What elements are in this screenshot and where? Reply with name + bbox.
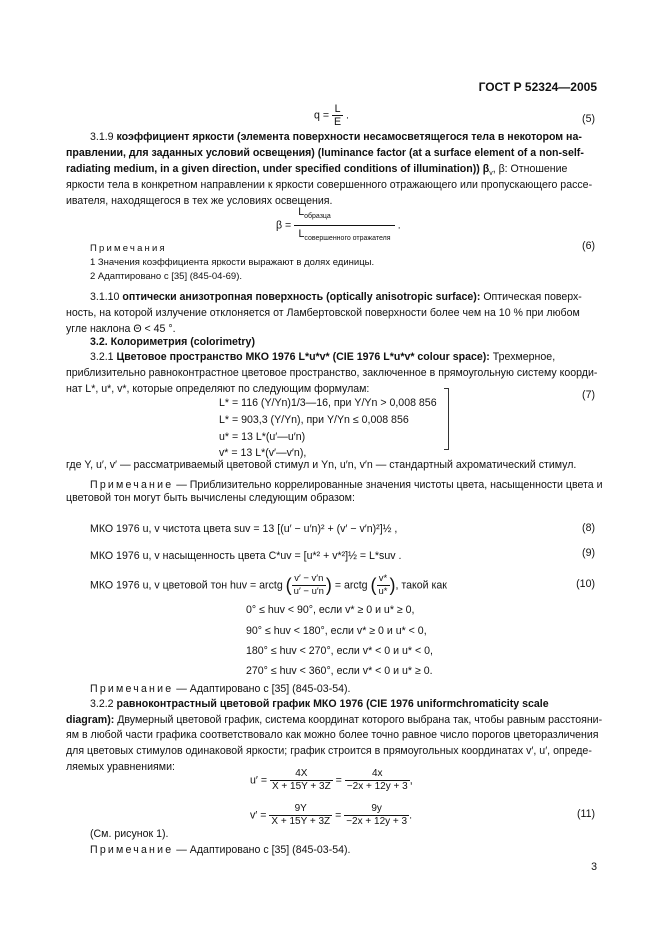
equation-number-7: (7) <box>582 389 595 401</box>
equation-number-11: (11) <box>576 808 595 820</box>
section-3-2-1-line2: приблизительно равноконтрастное цветовое пространство, заключенное в прямоугольную систему коорди- <box>66 367 598 379</box>
section-3-2-1-line3: нат L*, u*, v*, которые определяют по следующим формулам: <box>66 383 370 395</box>
section-3-2-title: 3.2. Колориметрия (colorimetry) <box>90 336 255 348</box>
document-id: ГОСТ Р 52324—2005 <box>478 80 597 94</box>
section-3-1-9-line4: яркости тела в конкретном направлении к яркости совершенного отражающего или пропускающего рассе- <box>66 179 593 191</box>
eq11-v: v′ = $\frac{9Y}{X + 15Y + 3Z}$ = $\frac{9y}{-2x + 12y + 3}$ . <box>250 803 413 827</box>
section-3-1-9-line2: правлении, для заданных условий освещения) (luminance factor (at a surface element of a non-self- <box>66 147 584 159</box>
page-number: 3 <box>591 861 597 873</box>
eq7-row2: L* = 903,3 (Y/Yn), при Y/Yn ≤ 0,008 856 <box>219 414 409 426</box>
equation-number-10: (10) <box>576 578 595 590</box>
section-3-2-2-line5: ляемых уравнениями: <box>66 761 175 773</box>
note-3: Примечание — Адаптировано с [35] (845-03-54). <box>90 683 351 695</box>
eq5-lhs: q = <box>314 109 330 122</box>
eq7-row4: v* = 13 L*(v′—v′n), <box>219 447 307 459</box>
note-1: 1 Значения коэффициента яркости выражают в долях единицы. <box>90 257 375 268</box>
section-3-1-10-line1: 3.1.10 оптически анизотропная поверхность (optically anisotropic surface): Оптическая поверх- <box>90 291 582 303</box>
section-3-2-2-line4: для цветовых стимулов одинаковой яркости; график строится в прямоугольных координатах v′, u′, опреде- <box>66 745 592 757</box>
section-3-2-2-line2: diagram): Двумерный цветовой график, система координат которого выбрана так, чтобы равным расстояни- <box>66 714 603 726</box>
equation-6: β = $\frac{L_{образца}}{L_{совершенного отражателя}}$ . <box>276 206 401 245</box>
section-3-1-9-line5: ивателя, находящегося в тех же условиях освещения. <box>66 195 333 207</box>
equation-9: МКО 1976 u, v насыщенность цвета C*uv = [u*² + v*²]½ = L*suv . <box>90 550 402 562</box>
eq10-case2: 90° ≤ huv < 180°, если v* ≥ 0 и u* < 0, <box>246 625 427 637</box>
eq10-case1: 0° ≤ huv < 90°, если v* ≥ 0 и u* ≥ 0, <box>246 604 415 616</box>
section-3-2-1-line1: 3.2.1 Цветовое пространство МКО 1976 L*u*v* (CIE 1976 L*u*v* colour space): Трехмерное, <box>90 351 556 363</box>
note-2-line1: Примечание — Приблизительно коррелированные значения чистоты цвета, насыщенности цвета и <box>90 479 603 491</box>
section-3-1-9-line1: 3.1.9 коэффициент яркости (элемента поверхности несамосветящегося тела в некотором на- <box>90 131 582 143</box>
equation-number-8: (8) <box>582 522 595 534</box>
note-4: Примечание — Адаптировано с [35] (845-03-54). <box>90 844 351 856</box>
equation-5: q = $\frac{L}{E}$ . <box>314 103 349 128</box>
eq10-case4: 270° ≤ huv < 360°, если v* < 0 и u* ≥ 0. <box>246 665 433 677</box>
note-2-line2: цветовой тон могут быть вычислены следующим образом: <box>66 492 355 504</box>
eq10-case3: 180° ≤ huv < 270°, если v* < 0 и u* < 0, <box>246 645 433 657</box>
section-3-1-10-line2: ность, на которой излучение отклоняется от Ламбертовской поверхности более чем на 10 % при любом <box>66 307 580 319</box>
equation-number-6: (6) <box>582 240 595 252</box>
section-3-1-10-line3: угле наклона Θ < 45 °. <box>66 323 176 335</box>
section-3-2-2-line1: 3.2.2 равноконтрастный цветовой график МКО 1976 (CIE 1976 uniformchromaticity scale <box>90 698 549 710</box>
equation-10: МКО 1976 u, v цветовой тон huv = arctg ( $\frac{v' - v'n}{u' - u'n}$ ) = arctg ( $\frac{v*}{u*}$ ), такой как <box>90 573 447 597</box>
equation-number-9: (9) <box>582 547 595 559</box>
equation-number-5: (5) <box>582 113 595 125</box>
eq7-brace <box>444 388 449 450</box>
eq7-row3: u* = 13 L*(u′—u′n) <box>219 431 306 443</box>
where-line: где Y, u′, v′ — рассматриваемый цветовой стимул и Yn, u′n, v′n — стандартный ахроматический стимул. <box>66 459 577 471</box>
eq5-fraction: $\frac{L}{E}$ <box>333 103 342 128</box>
section-3-2-2-line3: ям в любой части графика соответствовало как можно более точно равное число порогов цветоразличения <box>66 729 599 741</box>
section-3-1-9-line3: radiating medium, in a given direction, under specified conditions of illumination)) $\beta_v$, β: Отношение <box>66 163 568 178</box>
equation-8: МКО 1976 u, v чистота цвета suv = 13 [(u′ − u′n)² + (v′ − v′n)²]½ , <box>90 523 398 535</box>
notes-title: Примечания <box>90 243 167 254</box>
note-2: 2 Адаптировано с [35] (845-04-69). <box>90 271 242 282</box>
eq11-u: u′ = $\frac{4X}{X + 15Y + 3Z}$ = $\frac{4x}{-2x + 12y + 3}$ , <box>250 768 413 792</box>
eq7-row1: L* = 116 (Y/Yn)1/3—16, при Y/Yn > 0,008 856 <box>219 397 437 409</box>
eq6-fraction: $\frac{L_{образца}}{L_{совершенного отражателя}}$ <box>294 206 395 245</box>
see-figure: (См. рисунок 1). <box>90 828 169 840</box>
